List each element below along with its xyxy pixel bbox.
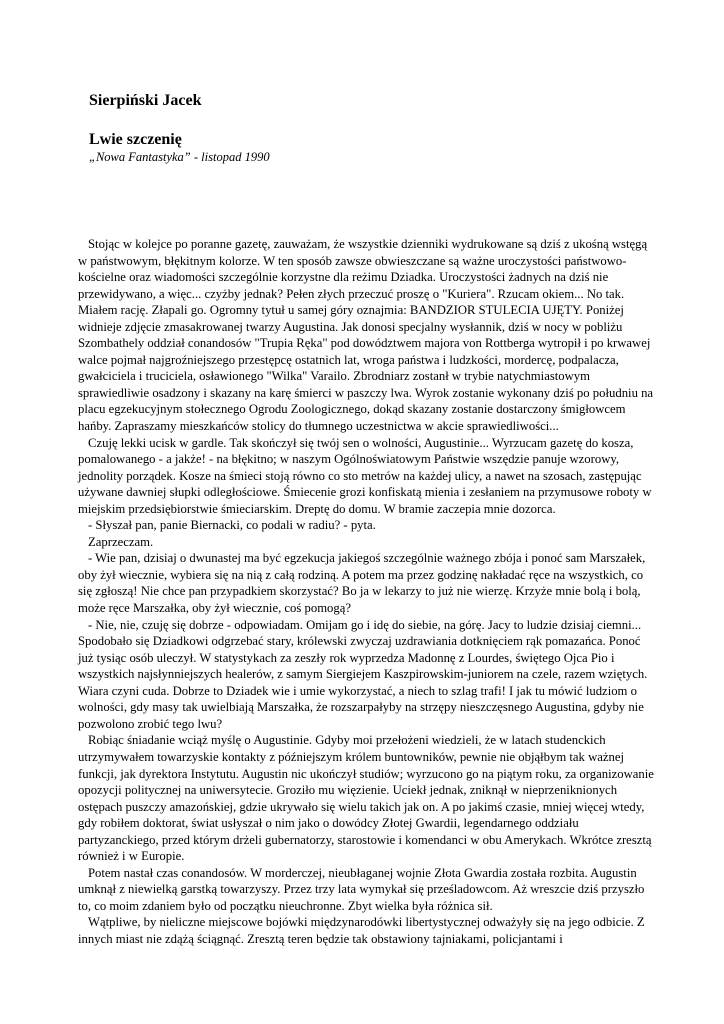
story-body xyxy=(78,236,659,948)
paragraph: Wątpliwe, by nieliczne miejscowe bojówki międzynarodówki libertystycznej odważyły się na jego odbicie. Z innych miast nie zdążą ściągnąć. Zresztą teren będzie tak obstawiony tajniakami, policjantami i xyxy=(78,915,645,946)
author-name: Sierpiński Jacek xyxy=(89,92,202,109)
paragraph: - Wie pan, dzisiaj o dwunastej ma być egzekucja jakiegoś szczególnie ważnego zbója i ponoć sam Marszałek, oby żył wiecznie, wybiera się na nią z całą rodziną. A potem ma przez godzinę nakładać ręce na wszystkich, co się zgłoszą! Nie chce pan przypadkiem skorzystać? Bo ja w lekarzy to już nie wierzę. Krzyże mnie bolą i bolą, może ręce Marszałka, oby żył wiecznie, coś pomogą? xyxy=(78,551,646,616)
paragraph: - Słyszał pan, panie Biernacki, co podali w radiu? - pyta. xyxy=(88,518,376,533)
paragraph: Zaprzeczam. xyxy=(88,534,154,549)
story-title: Lwie szczenię xyxy=(89,131,182,148)
paragraph: - Nie, nie, czuję się dobrze - odpowiadam. Omijam go i idę do siebie, na górę. Jacy to ludzie dzisiaj ciemni... Spodobało się Dziadkowi odgrzebać stary, królewski zwyczaj uzdrawiania dotknięciem rąk pomazańca. Ponoć już tysiąc osób uleczył. W statystykach za zeszły rok wyprzedza Madonnę z Lourdes, świętego Ojca Pio i wszystkich najsłynniejszych healerów, z samym Siergiejem Kaszpirowskim-juniorem na czele, razem wziętych. Wiara czyni cuda. Dobrze to Dziadek wie i umie wykorzystać, a niech to szlag trafi! I jak tu mówić ludziom o wolności, gdy masy tak uwielbiają Marszałka, że rozszarpałyby na strzępy nieszczęsnego Augustina, gdyby nie pozwolono zrobić tego lwu? xyxy=(78,617,648,731)
paragraph: Stojąc w kolejce po poranne gazetę, zauważam, że wszystkie dzienniki wydrukowane są dziś z ukośną wstęgą w państwowym, błękitnym kolorze. W ten sposób zawsze obwieszczane są ważne uroczystości państwowo-kościelne oraz wiadomości szczególnie korzystne dla reżimu Dziadka. Uroczystości żadnych na dziś nie przewidywano, a więc... czyżby jednak? Pełen złych przeczuć proszę o "Kuriera". Rzucam okiem... No tak. Miałem rację. Złapali go. Ogromny tytuł u samej góry oznajmia: BANDZIOR STULECIA UJĘTY. Poniżej widnieje zdjęcie zmasakrowanej twarzy Augustina. Jak donosi specjalny wysłannik, dziś w nocy w pobliżu Szombathely oddział conandosów "Trupia Ręka" pod dowództwem majora von Rottberga wytropił i po krwawej walce pojmał najgroźniejszego przestępcę ostatnich lat, wroga państwa i ludzkości, mordercę, podpalacza, gwałciciela i truciciela, osławionego "Wilka" Varailo. Zbrodniarz zostanł w trybie natychmiastowym sprawiedliwie osadzony i skazany na karę śmierci w paszczy lwa. Wyrok zostanie wykonany dziś po południu na placu egzekucyjnym stołecznego Ogrodu Zoologicznego, dokąd skazany zostanie dostarczony śmigłowcem hańby. Zapraszamy mieszkańców stolicy do tłumnego uczestnictwa w akcie sprawiedliwości... xyxy=(78,237,654,434)
paragraph: Potem nastał czas conandosów. W morderczej, nieubłaganej wojnie Złota Gwardia została rozbita. Augustin umknął z niewielką garstką towarzyszy. Przez trzy lata wymykał się prześladowcom. Aż wreszcie dziś przyszło to, co moim zdaniem było od początku nieuchronne. Zbyt wielka była różnica sił. xyxy=(78,865,645,913)
paragraph: Czuję lekki ucisk w gardle. Tak skończył się twój sen o wolności, Augustinie... Wyrzucam gazetę do kosza, pomalowanego - a jakże! - na błękitno; w naszym Ogólnoświatowym Państwie wszędzie panuje wzorowy, jednolity porządek. Kosze na śmieci stoją równo co sto metrów na każdej ulicy, a nawet na szosach, zastępując używane dawniej słupki odległościowe. Śmiecenie grozi konfiskatą mienia i zesłaniem na przymusowe roboty w miejskim przedsiębiorstwie śmieciarskim. Dreptę do domu. W bramie zaczepia mnie dozorca. xyxy=(78,435,652,516)
paragraph: Robiąc śniadanie wciąż myślę o Augustinie. Gdyby moi przełożeni wiedzieli, że w latach studenckich utrzymywałem towarzyskie kontakty z późniejszym królem buntowników, pewnie nie objąłbym tak ważnej funkcji, jak dyrektora Instytutu. Augustin nic ukończył studiów; wyrzucono go na piątym roku, za organizowanie opozycji politycznej na uniwersytecie. Groziło mu więzienie. Uciekł jednak, zniknął w nieprzeniknionych ostępach puszczy amazońskiej, gdzie ukrywało się wielu takich jak on. A po jakimś czasie, mniej więcej wtedy, gdy robiłem doktorat, świat usłyszał o nim jako o dowódcy Złotej Gwardii, legendarnego oddziału partyzanckiego, przed którym drżeli gubernatorzy, starostowie i komendanci w obu Amerykach. Wkrótce zresztą również i w Europie. xyxy=(78,733,654,864)
publication-source: „Nowa Fantastyka” - listopad 1990 xyxy=(89,150,270,164)
